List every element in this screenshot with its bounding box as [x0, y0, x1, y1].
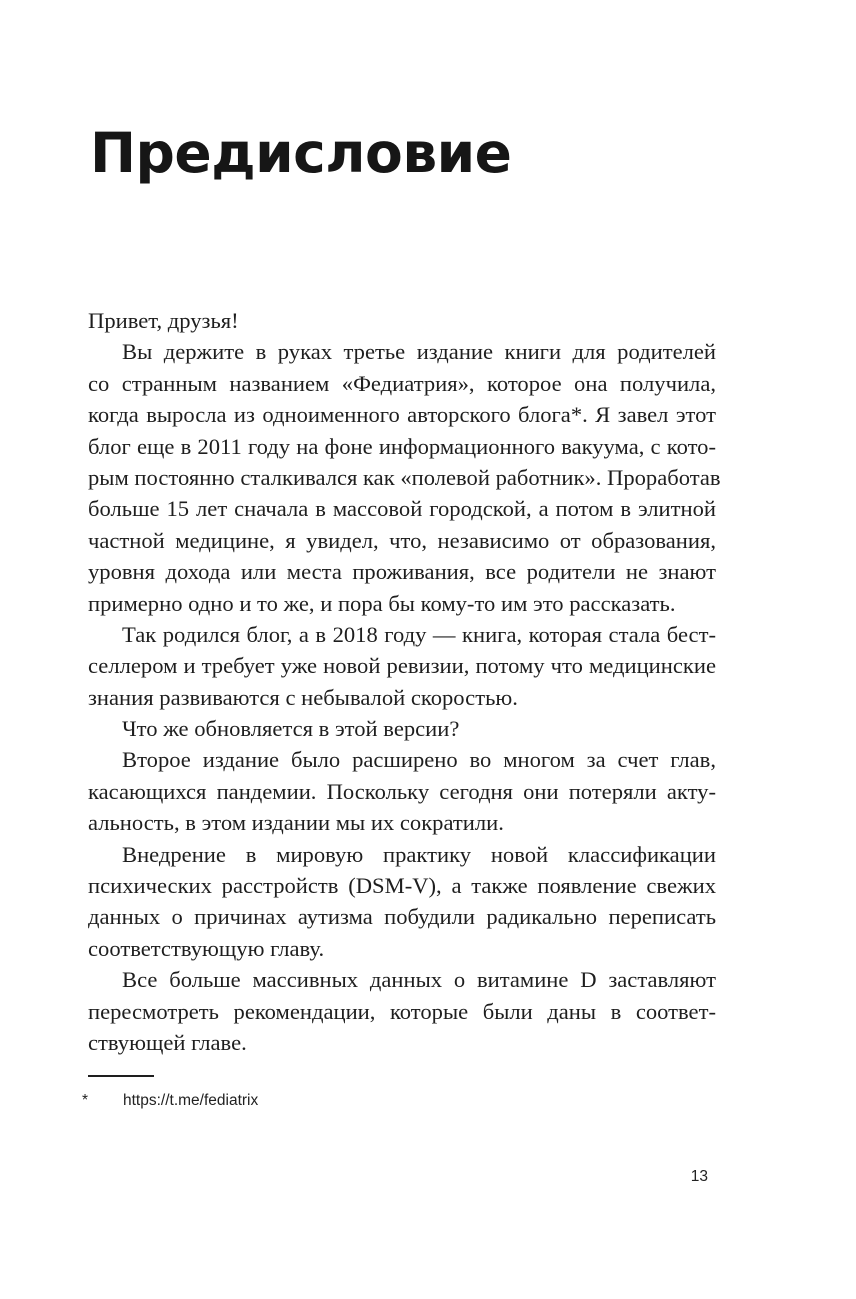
footnote-mark: *	[82, 1092, 89, 1109]
text-line: когда выросла из одноименного авторского блога*. Я завел этот	[88, 402, 716, 428]
chapter-title: Предисловие	[90, 121, 512, 185]
text-line: больше 15 лет сначала в массовой городской, а потом в элитной	[88, 496, 716, 522]
text-line: Внедрение в мировую практику новой классификации	[122, 841, 716, 867]
text-line: касающихся пандемии. Поскольку сегодня они потеряли акту-	[88, 778, 716, 804]
text-line: Второе издание было расширено во многом за счет глав,	[122, 747, 716, 773]
text-line: рым постоянно сталкивался как «полевой работник». Проработав	[88, 464, 721, 490]
text-line: Все больше массивных данных о витамине D заставляют	[122, 967, 716, 993]
text-line: знания развиваются с небывалой скоростью.	[88, 684, 518, 710]
text-line: Привет, друзья!	[88, 308, 239, 333]
footnote-link[interactable]: https://t.me/fediatrix	[123, 1092, 259, 1109]
text-line: Так родился блог, а в 2018 году — книга, которая стала бест-	[122, 621, 716, 647]
text-line: Вы держите в руках третье издание книги для родителей	[122, 339, 716, 365]
text-line: альность, в этом издании мы их сократили.	[88, 810, 504, 836]
text-line: блог еще в 2011 году на фоне информационного вакуума, с кото-	[88, 433, 716, 459]
text-line: соответствующую главу.	[88, 935, 325, 961]
page-number: 13	[690, 1168, 708, 1185]
text-line: селлером и требует уже новой ревизии, потому что медицинские	[88, 653, 716, 679]
footnote-divider	[88, 1075, 154, 1077]
text-line: примерно одно и то же, и пора бы кому-то им это рассказать.	[88, 590, 676, 616]
text-line: со странным названием «Федиатрия», которое она получила,	[88, 370, 716, 396]
text-line: частной медицине, я увидел, что, независимо от образования,	[88, 527, 716, 553]
text-line: пересмотреть рекомендации, которые были даны в соответ-	[88, 998, 716, 1024]
text-line: уровня дохода или места проживания, все родители не знают	[88, 559, 716, 585]
text-line: психических расстройств (DSM-V), а также появление свежих	[88, 873, 716, 899]
body-text	[88, 305, 721, 1058]
footnote	[82, 1091, 258, 1111]
text-line: Что же обновляется в этой версии?	[122, 716, 460, 742]
text-line: ствующей главе.	[88, 1029, 247, 1055]
text-line: данных о причинах аутизма побудили радикально переписать	[88, 904, 716, 930]
